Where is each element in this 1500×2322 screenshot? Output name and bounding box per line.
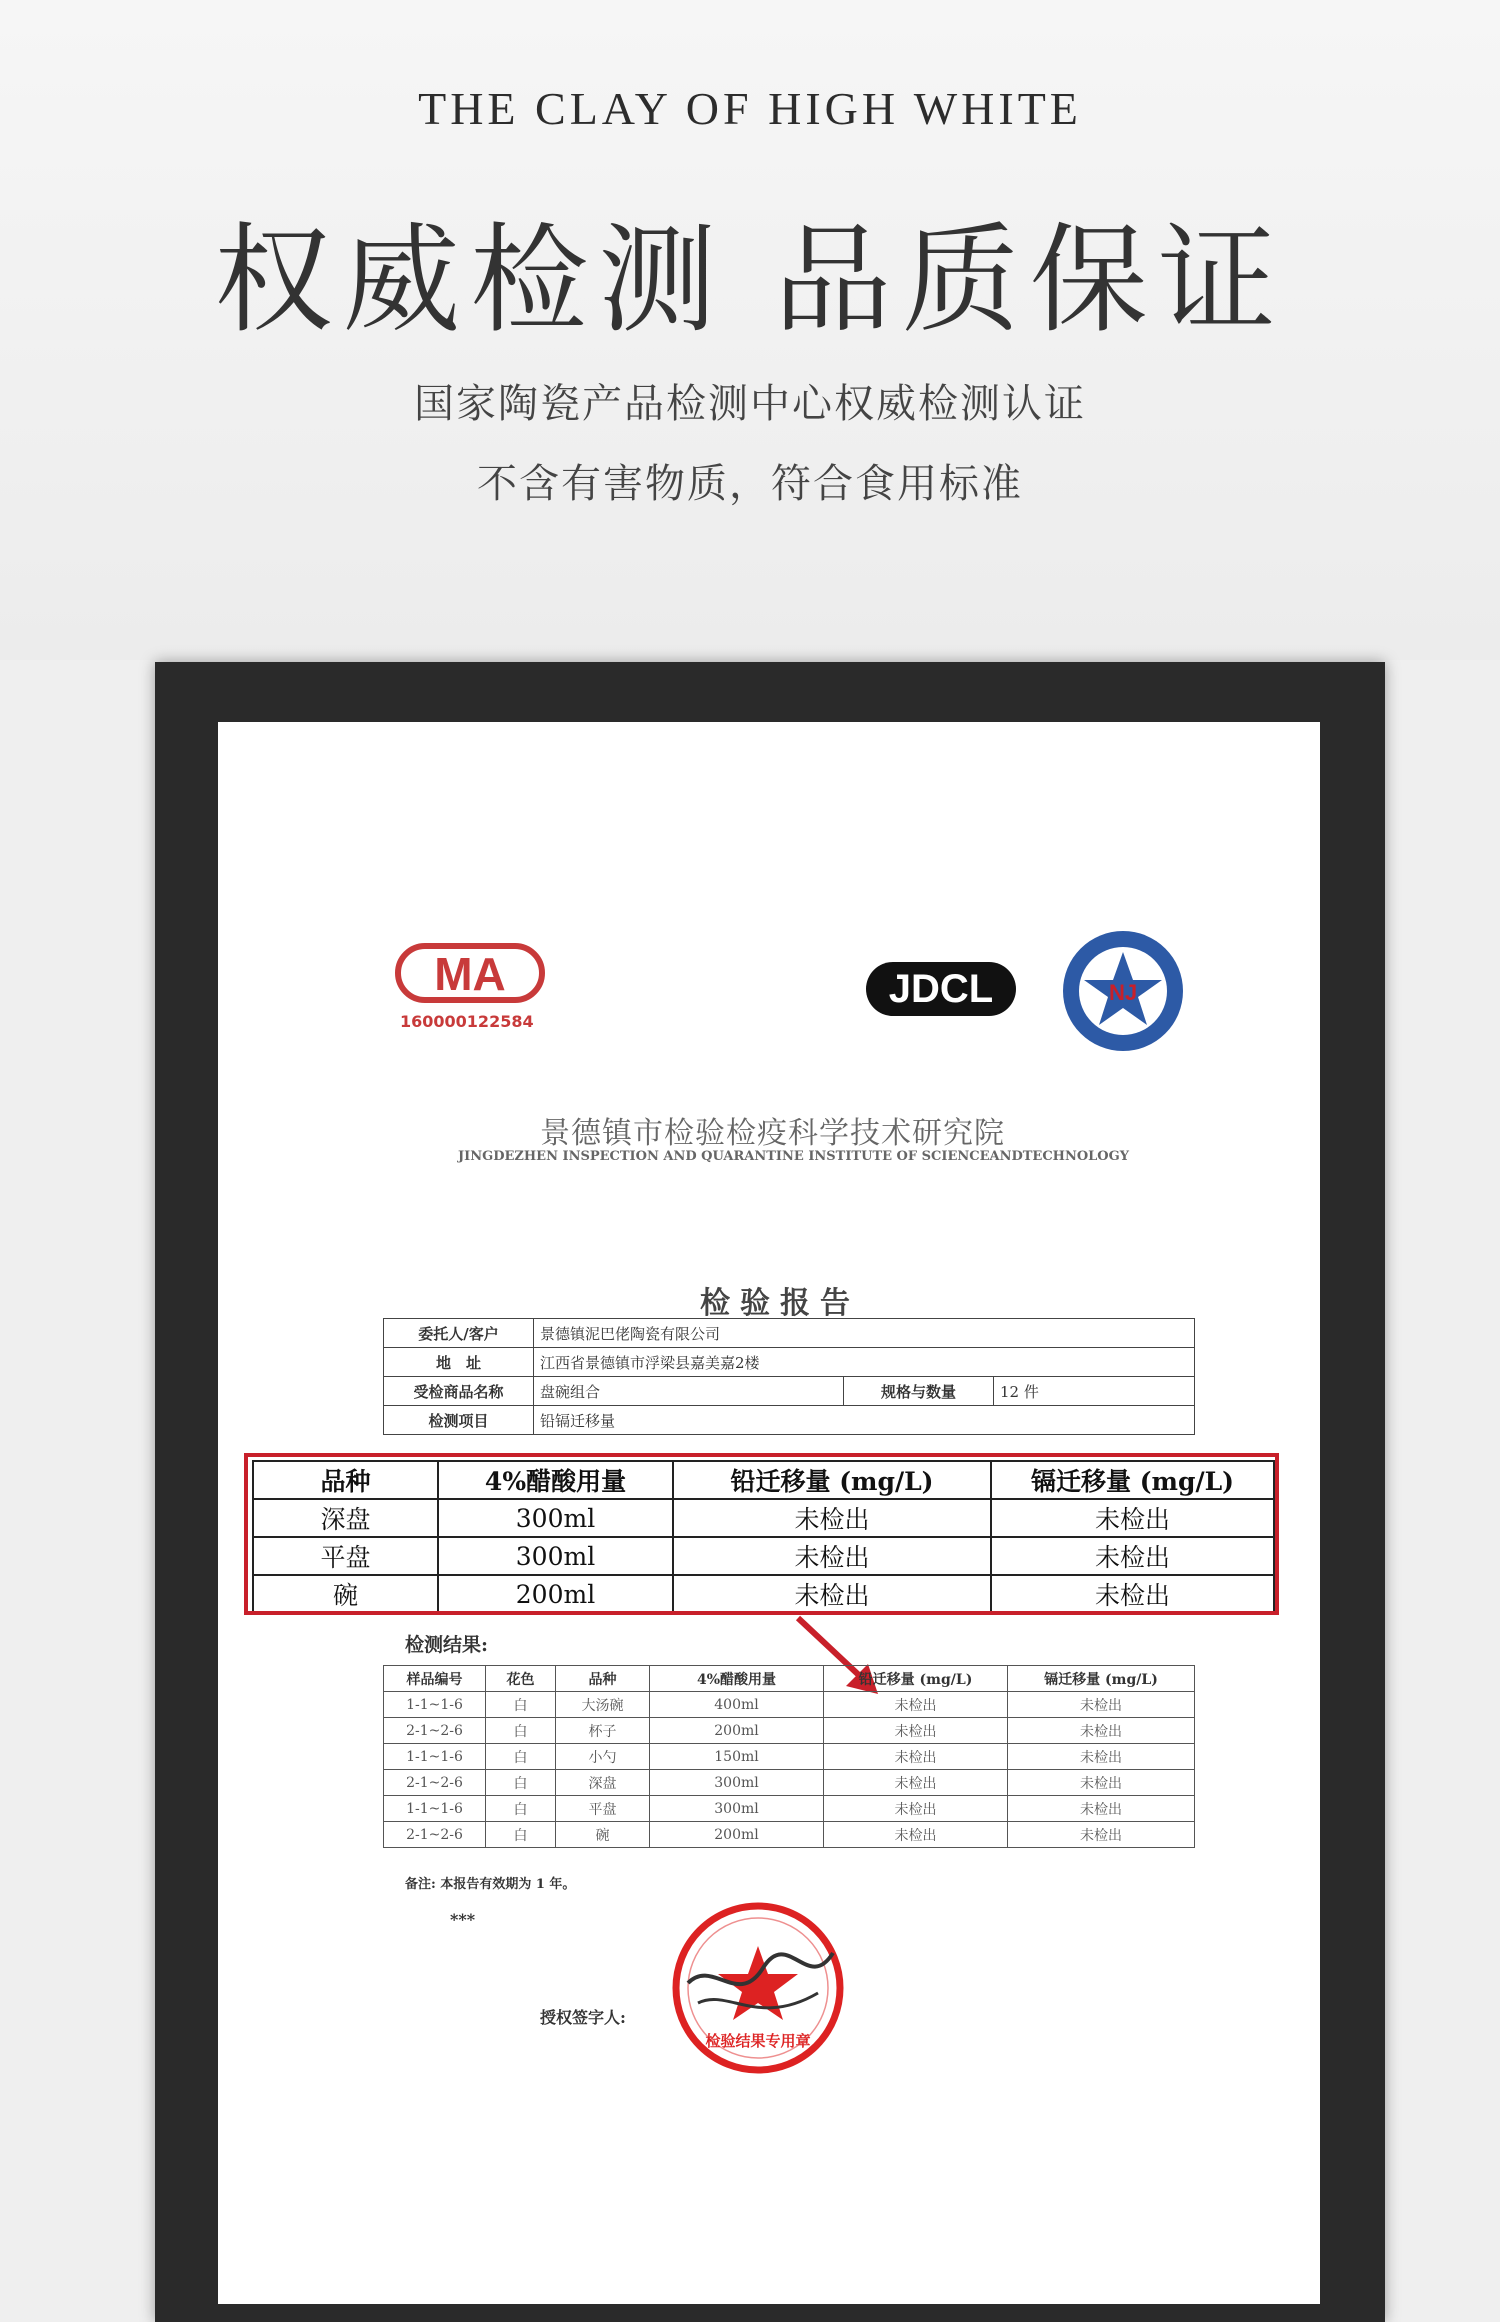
report-title: 检验报告	[700, 1286, 860, 1321]
table-row	[384, 1319, 1195, 1348]
table-cell: 碗	[253, 1575, 438, 1613]
info-value: 景德镇泥巴佬陶瓷有限公司	[534, 1319, 1195, 1348]
info-key: 受检商品名称	[384, 1377, 534, 1406]
detailed-results-table	[383, 1665, 1195, 1848]
table-cell: 平盘	[556, 1796, 650, 1822]
english-title: THE CLAY OF HIGH WHITE	[418, 83, 1082, 134]
info-value: 江西省景德镇市浮梁县嘉美嘉2楼	[534, 1348, 1195, 1377]
table-row	[384, 1692, 1195, 1718]
official-seal	[668, 1898, 848, 2078]
column-header: 铅迁移量 (mg/L)	[673, 1461, 991, 1499]
table-row	[384, 1377, 1195, 1406]
header-section	[0, 0, 1500, 660]
column-header: 铅迁移量 (mg/L)	[824, 1666, 1008, 1692]
table-cell: 未检出	[824, 1692, 1008, 1718]
table-cell: 白	[486, 1718, 556, 1744]
subtitle-line-2: 不含有害物质，符合食用标准	[477, 461, 1023, 507]
nj-badge-text: NJ	[1108, 980, 1138, 1005]
table-cell: 300ml	[650, 1770, 824, 1796]
table-row	[384, 1822, 1195, 1848]
info-key: 规格与数量	[844, 1377, 994, 1406]
column-header: 品种	[556, 1666, 650, 1692]
table-cell: 未检出	[824, 1770, 1008, 1796]
table-cell: 未检出	[824, 1718, 1008, 1744]
table-cell: 白	[486, 1822, 556, 1848]
table-cell: 300ml	[438, 1537, 673, 1575]
table-cell: 小勺	[556, 1744, 650, 1770]
table-cell: 2-1~2-6	[384, 1822, 486, 1848]
table-cell: 300ml	[650, 1796, 824, 1822]
column-header: 镉迁移量 (mg/L)	[991, 1461, 1274, 1499]
redacted-stars: ***	[450, 1910, 476, 1929]
table-row	[384, 1796, 1195, 1822]
table-cell: 未检出	[1008, 1718, 1195, 1744]
table-cell: 未检出	[824, 1744, 1008, 1770]
table-cell: 白	[486, 1744, 556, 1770]
results-label: 检测结果:	[405, 1634, 489, 1656]
client-info-table	[383, 1318, 1195, 1435]
column-header: 镉迁移量 (mg/L)	[1008, 1666, 1195, 1692]
nj-badge	[1060, 928, 1186, 1054]
info-key: 委托人/客户	[384, 1319, 534, 1348]
table-cell: 杯子	[556, 1718, 650, 1744]
validity-note: 备注: 本报告有效期为 1 年。	[405, 1877, 576, 1892]
table-cell: 未检出	[1008, 1822, 1195, 1848]
table-cell: 1-1~1-6	[384, 1692, 486, 1718]
table-row	[384, 1348, 1195, 1377]
column-header: 4%醋酸用量	[438, 1461, 673, 1499]
table-cell: 碗	[556, 1822, 650, 1848]
table-cell: 深盘	[556, 1770, 650, 1796]
table-cell: 未检出	[673, 1537, 991, 1575]
table-cell: 未检出	[824, 1796, 1008, 1822]
cma-logo-text: MA	[434, 948, 506, 1000]
info-key: 地 址	[384, 1348, 534, 1377]
highlight-box	[244, 1453, 1279, 1615]
table-cell: 白	[486, 1692, 556, 1718]
table-cell: 未检出	[991, 1499, 1274, 1537]
institute-chinese-name: 景德镇市检验检疫科学技术研究院	[540, 1116, 1005, 1151]
table-cell: 大汤碗	[556, 1692, 650, 1718]
column-header: 样品编号	[384, 1666, 486, 1692]
institute-english-name: JINGDEZHEN INSPECTION AND QUARANTINE INSTITUTE OF SCIENCEANDTECHNOLOGY	[458, 1149, 1129, 1164]
table-cell: 平盘	[253, 1537, 438, 1575]
cma-logo	[395, 938, 545, 1008]
table-cell: 未检出	[1008, 1770, 1195, 1796]
cma-number: 160000122584	[400, 1012, 534, 1031]
table-cell: 未检出	[673, 1575, 991, 1613]
signer-label: 授权签字人:	[540, 2008, 626, 2027]
info-value: 铅镉迁移量	[534, 1406, 1195, 1435]
table-cell: 白	[486, 1796, 556, 1822]
table-cell: 未检出	[1008, 1796, 1195, 1822]
table-cell: 未检出	[991, 1575, 1274, 1613]
info-key: 检测项目	[384, 1406, 534, 1435]
chinese-title: 权威检测 品质保证	[214, 211, 1286, 349]
table-cell: 200ml	[650, 1718, 824, 1744]
column-header: 4%醋酸用量	[650, 1666, 824, 1692]
subtitle-line-1: 国家陶瓷产品检测中心权威检测认证	[414, 381, 1086, 427]
table-cell: 2-1~2-6	[384, 1770, 486, 1796]
table-cell: 200ml	[650, 1822, 824, 1848]
column-header: 花色	[486, 1666, 556, 1692]
table-cell: 白	[486, 1770, 556, 1796]
table-cell: 未检出	[673, 1499, 991, 1537]
table-cell: 深盘	[253, 1499, 438, 1537]
table-row	[384, 1744, 1195, 1770]
column-header: 品种	[253, 1461, 438, 1499]
table-cell: 未检出	[991, 1537, 1274, 1575]
table-cell: 未检出	[1008, 1692, 1195, 1718]
table-cell: 1-1~1-6	[384, 1796, 486, 1822]
table-row	[384, 1770, 1195, 1796]
seal-text: 检验结果专用章	[705, 2032, 811, 2050]
table-cell: 150ml	[650, 1744, 824, 1770]
info-value: 12 件	[994, 1377, 1195, 1406]
table-cell: 未检出	[1008, 1744, 1195, 1770]
table-cell: 200ml	[438, 1575, 673, 1613]
table-cell: 未检出	[824, 1822, 1008, 1848]
table-cell: 400ml	[650, 1692, 824, 1718]
jdcl-logo: JDCL	[866, 962, 1016, 1016]
table-row	[384, 1718, 1195, 1744]
table-cell: 300ml	[438, 1499, 673, 1537]
table-cell: 2-1~2-6	[384, 1718, 486, 1744]
table-cell: 1-1~1-6	[384, 1744, 486, 1770]
table-row	[384, 1406, 1195, 1435]
table-header-row	[384, 1666, 1195, 1692]
info-value: 盘碗组合	[534, 1377, 844, 1406]
